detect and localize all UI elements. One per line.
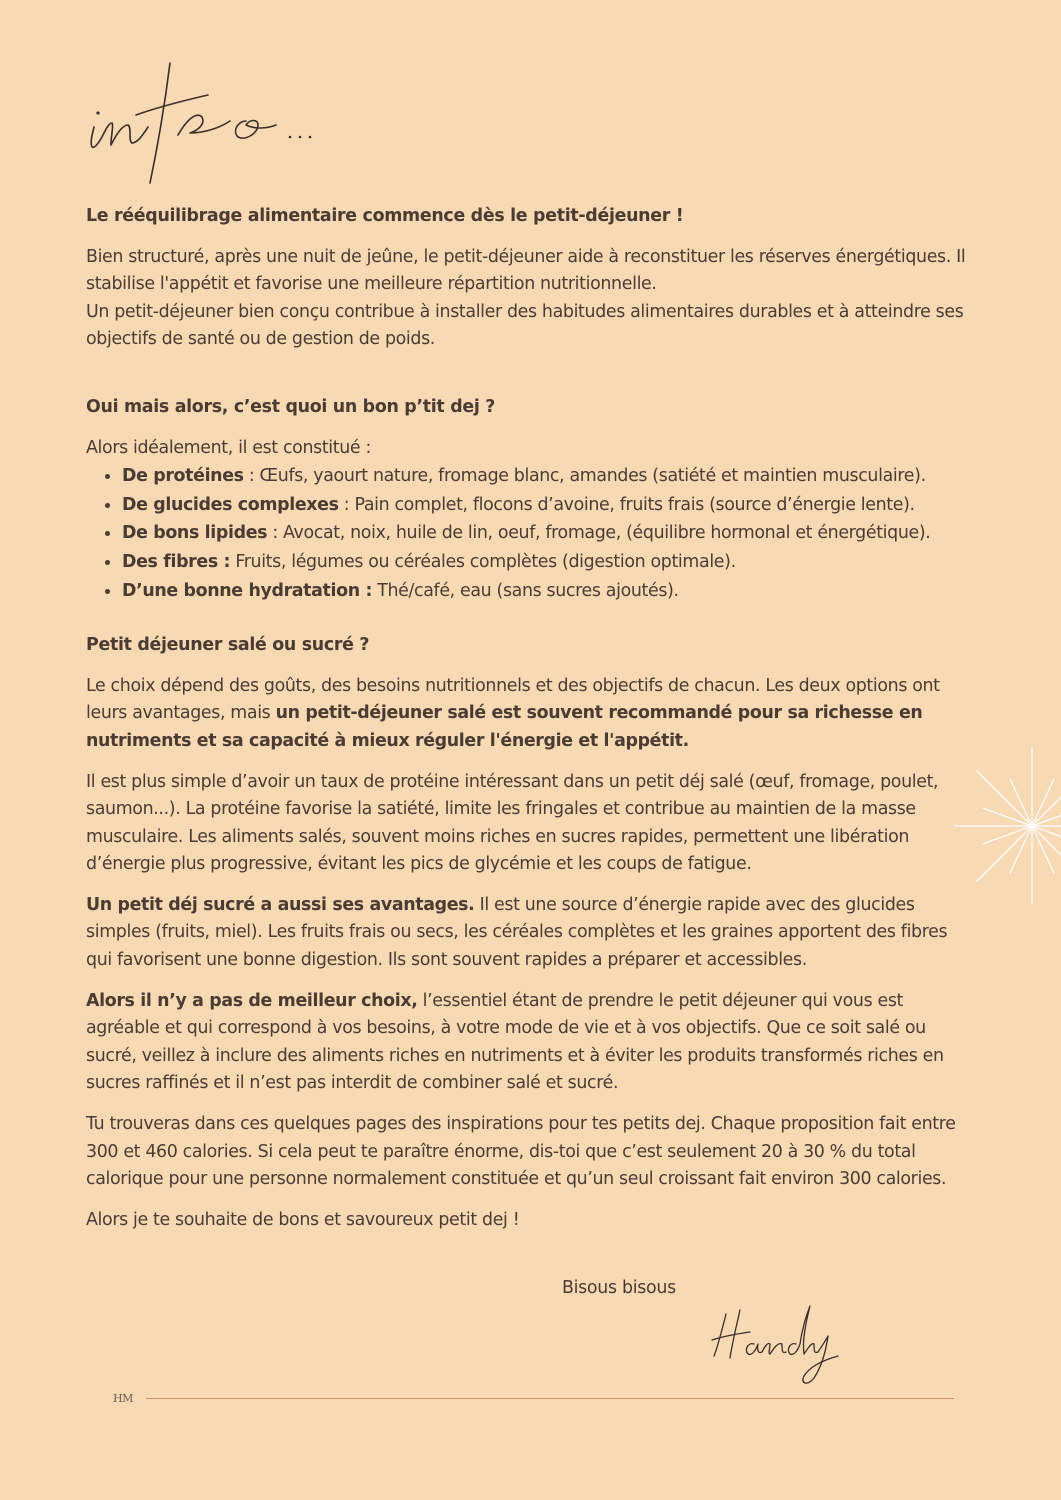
sparkle-ray <box>977 826 1032 881</box>
list-item-text: Thé/café, eau (sans sucres ajoutés). <box>372 580 679 601</box>
paragraph-emphasis: Un petit déj sucré a aussi ses avantages. <box>86 894 475 915</box>
intro-line-2: Un petit-déjeuner bien conçu contribue à installer des habitudes alimentaires durables et à atteindre ses objectifs de santé ou de gestion de poids. <box>86 301 964 350</box>
heading-reequilibrage: Le rééquilibrage alimentaire commence dès le petit-déjeuner ! <box>86 206 684 226</box>
closing-text: Bisous bisous <box>562 1278 676 1298</box>
sparkle-ray <box>977 771 1032 826</box>
paragraph-emphasis: un petit-déjeuner salé est souvent recommandé pour sa richesse en nutriments et sa capacité à mieux réguler l'énergie et l'appétit. <box>86 703 923 751</box>
paragraph-text: l’essentiel étant de prendre le petit déjeuner qui vous est agréable et qui correspond à vos besoins, à votre mode de vie et à vos objectifs. Que ce soit salé ou sucré, veillez à inclure des aliments riches en nutriments et à éviter les produits transformés riches en sucres raffinés et il n’est pas interdit de combiner salé et sucré. <box>86 990 944 1094</box>
paragraph-emphasis: Alors il n’y a pas de meilleur choix, <box>86 990 418 1011</box>
handy-signature <box>708 1300 848 1390</box>
intro-line-1: Bien structuré, après une nuit de jeûne, le petit-déjeuner aide à reconstituer les réserves énergétiques. Il stabilise l'appétit et favorise une meilleure répartition nutritionnelle. <box>86 246 966 295</box>
list-item-label: De bons lipides <box>122 523 268 544</box>
list-item-text: : Pain complet, flocons d’avoine, fruits frais (source d’énergie lente). <box>338 494 915 515</box>
list-item-text: : Avocat, noix, huile de lin, oeuf, fromage, (équilibre hormonal et énergétique). <box>267 523 931 544</box>
list-intro: Alors idéalement, il est constitué : <box>86 437 371 458</box>
footer-divider <box>146 1398 954 1399</box>
list-item-label: De protéines <box>122 466 244 487</box>
list-item <box>122 577 966 606</box>
paragraph-souhait: Alors je te souhaite de bons et savoureux petit dej ! <box>86 1209 520 1230</box>
sparkle-icon <box>952 748 1061 908</box>
paragraph-sucre <box>86 892 966 975</box>
paragraph-text: Il est une source d’énergie rapide avec des glucides simples (fruits, miel). Les fruits frais ou secs, les céréales complètes et les graines apportent des fibres qui favorisent une bonne digestion. Ils sont souvent rapides a préparer et accessibles. <box>86 894 948 971</box>
paragraph-sale: Il est plus simple d’avoir un taux de protéine intéressant dans un petit déj salé (œuf, fromage, poulet, saumon...). La protéine favorise la satiété, limite les fringales et contribue au maintien de la masse musculaire. Les aliments salés, souvent moins riches en sucres rapides, permettent une libération d’énergie plus progressive, évitant les pics de glycémie et les coups de fatigue. <box>86 771 939 875</box>
main-content <box>86 203 966 1247</box>
list-item-label: Des fibres : <box>122 551 231 572</box>
list-item-text: : Œufs, yaourt nature, fromage blanc, amandes (satiété et maintien musculaire). <box>243 466 926 487</box>
list-item <box>122 548 966 577</box>
intro-script-title <box>78 55 358 190</box>
list-item-text: Fruits, légumes ou céréales complètes (digestion optimale). <box>230 551 736 572</box>
paragraph-calories: Tu trouveras dans ces quelques pages des inspirations pour tes petits dej. Chaque proposition fait entre 300 et 460 calories. Si cela peut te paraître énorme, dis-toi que c’est seulement 20 à 30 % du total calorique pour une personne normalement constituée et qu’un seul croissant fait environ 300 calories. <box>86 1114 956 1190</box>
footer-monogram: HM <box>113 1392 133 1405</box>
list-item-label: De glucides complexes <box>122 494 339 515</box>
heading-sale-ou-sucre: Petit déjeuner salé ou sucré ? <box>86 635 370 656</box>
heading-bon-ptit-dej: Oui mais alors, c’est quoi un bon p’tit dej ? <box>86 396 496 417</box>
list-item <box>122 519 966 548</box>
nutrient-list <box>86 462 966 605</box>
paragraph-choix <box>86 673 966 756</box>
paragraph-text: Le choix dépend des goûts, des besoins nutritionnels et des objectifs de chacun. Les deux options ont leurs avantages, mais <box>86 675 940 724</box>
intro-paragraph <box>86 244 966 354</box>
list-item <box>122 491 966 520</box>
paragraph-meilleur-choix <box>86 988 966 1098</box>
list-item-label: D’une bonne hydratation : <box>122 580 373 601</box>
list-item <box>122 462 966 491</box>
